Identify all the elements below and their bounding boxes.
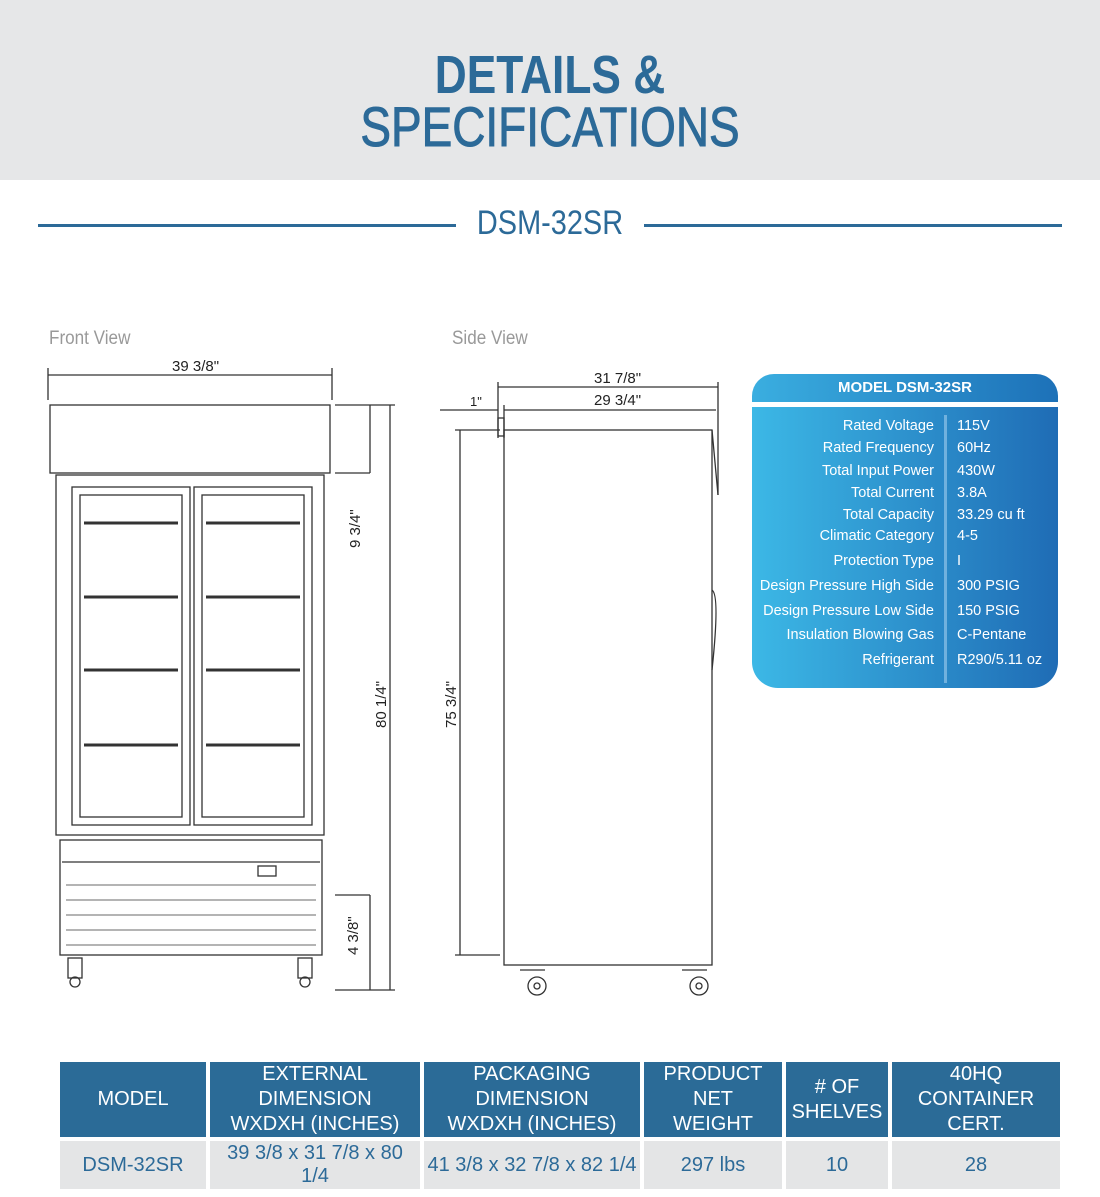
front-total-height-label: 80 1/4" bbox=[373, 680, 390, 728]
column-header bbox=[892, 1062, 1060, 1137]
spec-table bbox=[56, 1058, 1064, 1193]
spec-row bbox=[752, 652, 1058, 674]
column-header bbox=[644, 1062, 782, 1137]
spec-value: C-Pentane bbox=[957, 627, 1027, 643]
spec-key: Protection Type bbox=[833, 553, 934, 569]
side-offset-label: 1" bbox=[470, 394, 482, 409]
spec-key: Total Current bbox=[850, 485, 934, 501]
spec-key: Climatic Category bbox=[819, 528, 934, 544]
column-header-line2: WXDXH (INCHES) bbox=[230, 1113, 400, 1135]
column-header-line2: WXDXH (INCHES) bbox=[447, 1113, 617, 1135]
table-header-row bbox=[60, 1062, 1060, 1137]
front-upper-height-label: 9 3/4" bbox=[347, 509, 364, 548]
page-title-line2: SPECIFICATIONS bbox=[360, 95, 740, 158]
side-overall-depth-label: 31 7/8" bbox=[594, 370, 642, 387]
spec-card-body bbox=[752, 407, 1058, 688]
spec-value: 430W bbox=[957, 463, 995, 479]
spec-row bbox=[752, 463, 1058, 485]
front-view-label: Front View bbox=[49, 328, 131, 349]
spec-key: Rated Voltage bbox=[842, 418, 934, 434]
side-height-label: 75 3/4" bbox=[443, 680, 460, 728]
spec-value: 4-5 bbox=[957, 528, 978, 544]
spec-key: Refrigerant bbox=[862, 652, 934, 668]
spec-row bbox=[752, 578, 1058, 600]
column-header-line1: # OF bbox=[814, 1075, 860, 1098]
spec-value: 300 PSIG bbox=[957, 578, 1020, 594]
table-cell: 39 3/8 x 31 7/8 x 80 1/4 bbox=[210, 1141, 420, 1189]
spec-key: Total Input Power bbox=[821, 463, 934, 479]
spec-row bbox=[752, 603, 1058, 625]
spec-row bbox=[752, 528, 1058, 550]
spec-value: 33.29 cu ft bbox=[957, 507, 1025, 523]
column-header bbox=[210, 1062, 420, 1137]
spec-value: 115V bbox=[957, 418, 990, 434]
column-header-line1: MODEL bbox=[97, 1088, 169, 1110]
column-header bbox=[424, 1062, 640, 1137]
spec-key: Design Pressure High Side bbox=[759, 578, 934, 594]
column-header-line2: CONTAINER CERT. bbox=[917, 1088, 1035, 1135]
side-body-depth-label: 29 3/4" bbox=[594, 392, 642, 409]
side-view-drawing bbox=[440, 382, 718, 995]
column-header-line1: PACKAGING DIMENSION bbox=[473, 1063, 591, 1110]
front-width-label: 39 3/8" bbox=[172, 358, 220, 375]
front-view-drawing bbox=[48, 368, 395, 990]
spec-value: 3.8A bbox=[957, 485, 987, 501]
table-cell: DSM-32SR bbox=[60, 1141, 206, 1189]
spec-value: R290/5.11 oz bbox=[957, 652, 1043, 668]
side-view-label: Side View bbox=[452, 328, 528, 349]
column-header-line2: WEIGHT bbox=[673, 1113, 753, 1135]
column-header-line1: PRODUCT NET bbox=[663, 1063, 763, 1110]
spec-key: Rated Frequency bbox=[822, 440, 934, 456]
table-cell: 28 bbox=[892, 1141, 1060, 1189]
spec-value: 150 PSIG bbox=[957, 603, 1020, 619]
spec-key: Design Pressure Low Side bbox=[763, 603, 934, 619]
spec-key: Total Capacity bbox=[842, 507, 934, 523]
column-header-line1: EXTERNAL DIMENSION bbox=[258, 1063, 372, 1110]
spec-value: I bbox=[957, 553, 962, 569]
spec-card-title: MODEL DSM-32SR bbox=[752, 374, 1058, 402]
spec-key: Insulation Blowing Gas bbox=[786, 627, 934, 643]
table-cell: 10 bbox=[786, 1141, 888, 1189]
column-header bbox=[786, 1062, 888, 1137]
table-cell: 41 3/8 x 32 7/8 x 82 1/4 bbox=[424, 1141, 640, 1189]
table-row bbox=[60, 1141, 1060, 1189]
spec-row bbox=[752, 440, 1058, 462]
spec-row bbox=[752, 507, 1058, 529]
spec-card bbox=[752, 374, 1058, 688]
column-header bbox=[60, 1062, 206, 1137]
spec-row bbox=[752, 418, 1058, 440]
divider-right bbox=[644, 224, 1062, 227]
front-base-height-label: 4 3/8" bbox=[345, 916, 362, 955]
divider-left bbox=[38, 224, 456, 227]
table-cell: 297 lbs bbox=[644, 1141, 782, 1189]
spec-row bbox=[752, 553, 1058, 575]
column-header-line1: 40HQ bbox=[949, 1063, 1003, 1085]
spec-row bbox=[752, 627, 1058, 649]
spec-value: 60Hz bbox=[957, 440, 991, 456]
column-header-line2: SHELVES bbox=[791, 1100, 883, 1123]
spec-row bbox=[752, 485, 1058, 507]
model-heading: DSM-32SR bbox=[476, 204, 624, 242]
technical-drawing bbox=[0, 350, 740, 1010]
page-title-line1: DETAILS & bbox=[434, 45, 666, 105]
